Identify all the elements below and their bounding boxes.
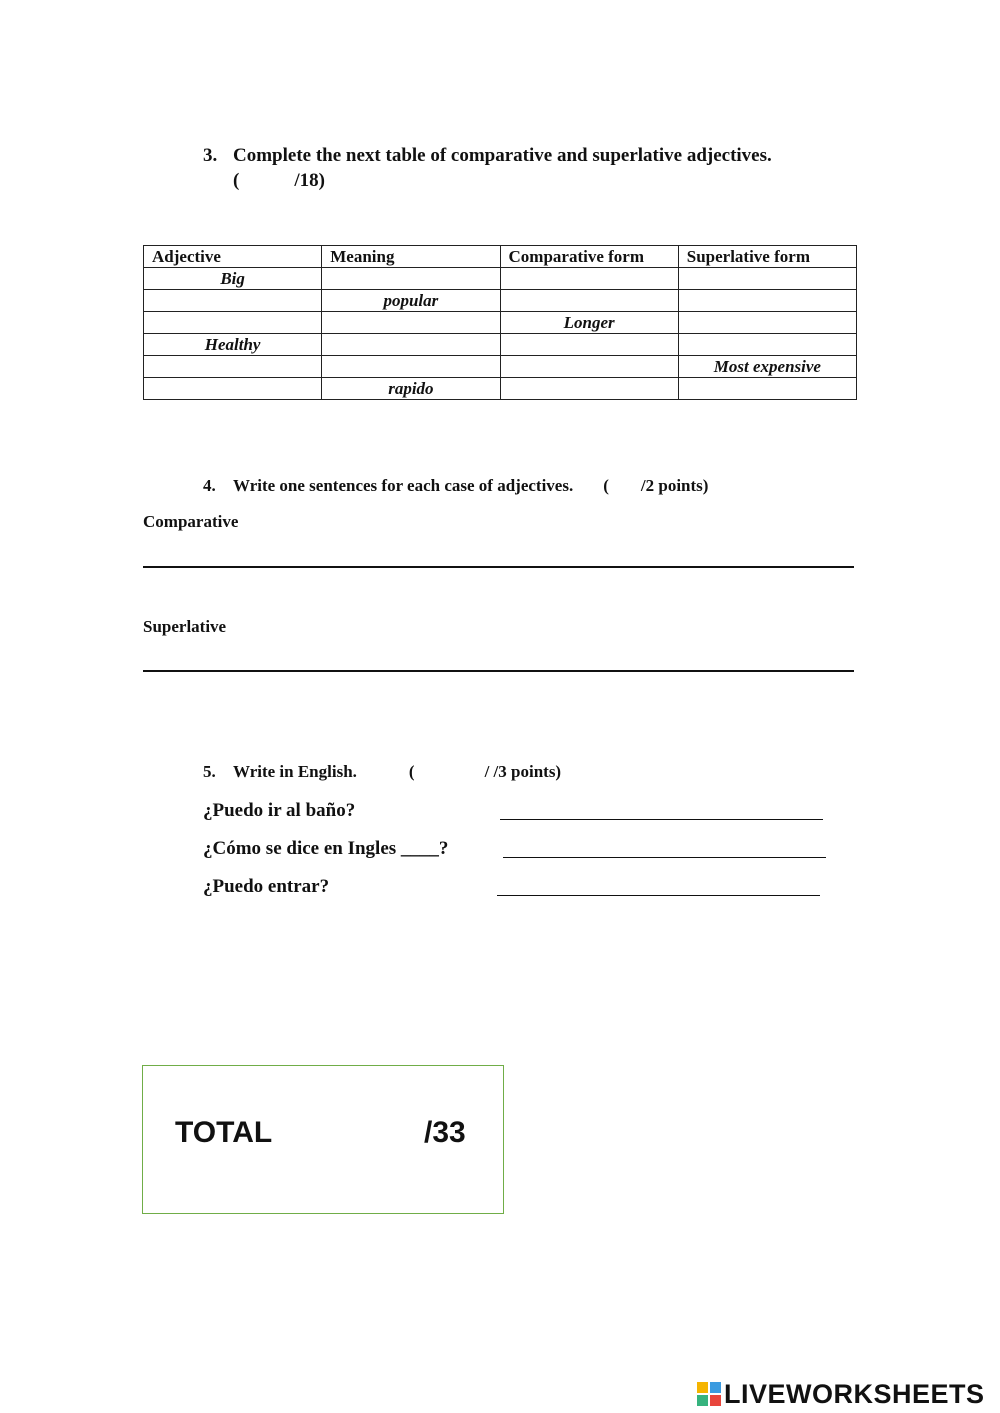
phrase-3: ¿Puedo entrar?: [203, 876, 330, 897]
total-label: TOTAL: [175, 1116, 273, 1149]
table-cell: popular: [322, 290, 500, 312]
total-value: /33: [424, 1116, 466, 1149]
table-row: [144, 290, 857, 312]
table-cell-input[interactable]: [322, 334, 500, 356]
table-cell: Longer: [500, 312, 678, 334]
question-5-number: 5.: [203, 762, 216, 781]
table-cell: rapido: [322, 378, 500, 400]
table-cell-input[interactable]: [144, 290, 322, 312]
phrase-2: ¿Cómo se dice en Ingles ____?: [203, 838, 449, 859]
question-3-title: [203, 145, 772, 167]
table-cell-input[interactable]: [144, 356, 322, 378]
liveworksheets-logo-icon: [697, 1382, 721, 1406]
question-5-text: Write in English.: [233, 762, 357, 781]
score-value: /18): [294, 170, 325, 191]
question-4-text: Write one sentences for each case of adjectives.: [233, 476, 574, 495]
comparative-answer-line[interactable]: [143, 566, 854, 568]
question-3-text: Complete the next table of comparative and superlative adjectives.: [233, 145, 772, 166]
question-3-number: 3.: [203, 145, 218, 166]
table-row: [144, 334, 857, 356]
question-4-title: [203, 476, 708, 496]
table-cell-input[interactable]: [500, 290, 678, 312]
liveworksheets-logo: [697, 1377, 985, 1411]
score-value: /2 points): [640, 476, 709, 495]
watermark-text: LIVEWORKSHEETS: [724, 1378, 985, 1409]
header-meaning: Meaning: [322, 246, 500, 268]
table-cell-input[interactable]: [678, 290, 856, 312]
phrase-3-answer-line[interactable]: [497, 895, 820, 896]
table-cell-input[interactable]: [678, 334, 856, 356]
table-cell-input[interactable]: [144, 378, 322, 400]
phrase-1-answer-line[interactable]: [500, 819, 823, 820]
score-open-paren: (: [603, 476, 609, 495]
table-cell-input[interactable]: [322, 312, 500, 334]
table-cell-input[interactable]: [500, 378, 678, 400]
table-cell-input[interactable]: [322, 268, 500, 290]
table-header-row: [144, 246, 857, 268]
table-cell-input[interactable]: [678, 268, 856, 290]
question-3-score: [233, 170, 325, 192]
adjectives-table: [143, 245, 857, 400]
table-cell-input[interactable]: [322, 356, 500, 378]
score-open-paren: (: [233, 170, 240, 191]
header-superlative: Superlative form: [678, 246, 856, 268]
question-4-number: 4.: [203, 476, 216, 495]
table-row: [144, 356, 857, 378]
table-cell: Healthy: [144, 334, 322, 356]
table-row: [144, 268, 857, 290]
superlative-answer-line[interactable]: [143, 670, 854, 672]
phrase-1: ¿Puedo ir al baño?: [203, 800, 356, 821]
score-value: / /3 points): [484, 762, 562, 781]
table-row: [144, 378, 857, 400]
total-box: [142, 1065, 504, 1214]
table-cell-input[interactable]: [678, 312, 856, 334]
table-cell-input[interactable]: [144, 312, 322, 334]
question-5-title: [203, 762, 561, 782]
superlative-label: Superlative: [143, 617, 227, 636]
score-open-paren: (: [408, 762, 415, 781]
table-cell: Big: [144, 268, 322, 290]
header-comparative: Comparative form: [500, 246, 678, 268]
comparative-label: Comparative: [143, 512, 239, 531]
header-adjective: Adjective: [144, 246, 322, 268]
phrase-2-answer-line[interactable]: [503, 857, 826, 858]
table-cell-input[interactable]: [678, 378, 856, 400]
table-cell-input[interactable]: [500, 268, 678, 290]
table-cell-input[interactable]: [500, 356, 678, 378]
table-row: [144, 312, 857, 334]
table-cell: Most expensive: [678, 356, 856, 378]
table-cell-input[interactable]: [500, 334, 678, 356]
